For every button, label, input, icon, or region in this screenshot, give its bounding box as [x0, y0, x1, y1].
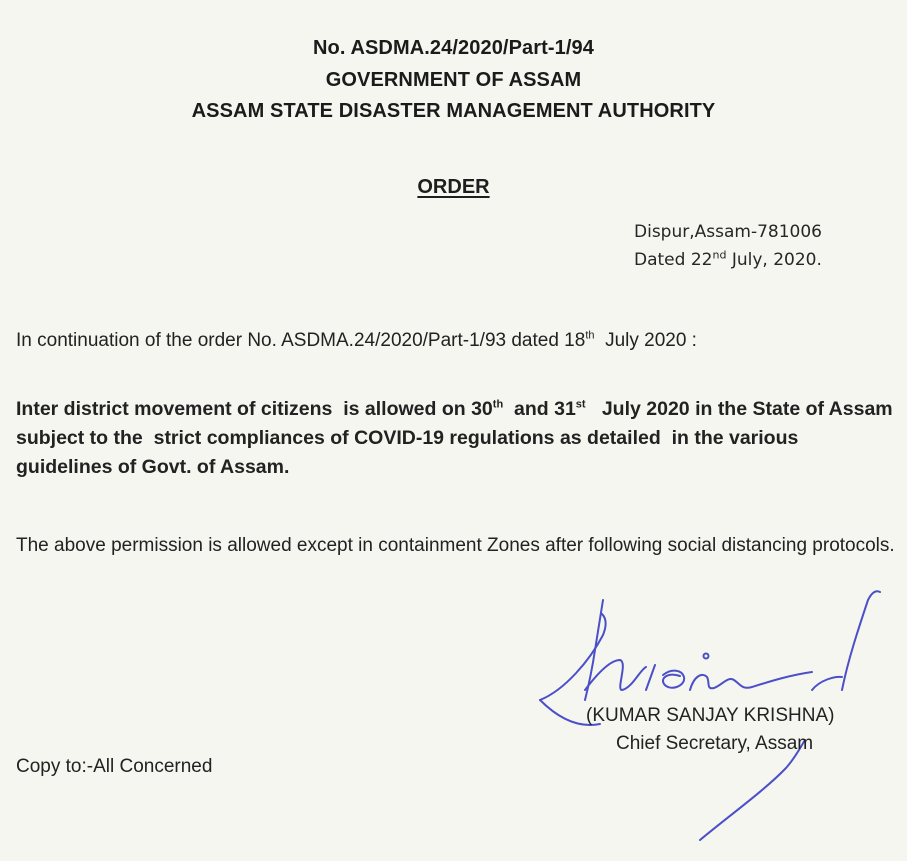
- government-heading: GOVERNMENT OF ASSAM: [325, 69, 582, 91]
- reference-number: No. ASDMA.24/2020/Part-1/94: [313, 37, 594, 59]
- date-prefix: Dated 22: [634, 250, 713, 270]
- intro-superscript: th: [585, 329, 595, 342]
- main-superscript-2: st: [575, 398, 586, 411]
- signatory-name: (KUMAR SANJAY KRISHNA): [586, 705, 835, 726]
- copy-to-line: Copy to:-All Concerned: [16, 756, 213, 777]
- intro-prefix: In continuation of the order No. ASDMA.24/2020/Part-1/93 dated 18: [16, 330, 586, 351]
- main-superscript-1: th: [492, 398, 504, 411]
- main-order-paragraph: [16, 395, 899, 482]
- main-part-3: July 2020 in the State of Assam subject to the strict compliances of COVID-19 regulations as detailed in the various guidelines of Govt. of Assam.: [16, 398, 899, 478]
- date-superscript: nd: [712, 248, 727, 262]
- permission-paragraph: The above permission is allowed except in containment Zones after following social distancing protocols.: [16, 535, 895, 556]
- order-title: ORDER: [417, 176, 490, 198]
- main-part-1: Inter district movement of citizens is allowed on 30: [16, 398, 493, 420]
- date-line: [634, 250, 822, 270]
- intro-paragraph: [16, 327, 896, 355]
- place-line: Dispur,Assam-781006: [634, 222, 822, 242]
- main-part-2: and 31: [503, 398, 576, 420]
- authority-heading: ASSAM STATE DISASTER MANAGEMENT AUTHORITY: [191, 100, 716, 122]
- intro-suffix: July 2020 :: [594, 330, 697, 351]
- signatory-designation: Chief Secretary, Assam: [616, 733, 814, 754]
- date-suffix: July, 2020.: [726, 250, 822, 270]
